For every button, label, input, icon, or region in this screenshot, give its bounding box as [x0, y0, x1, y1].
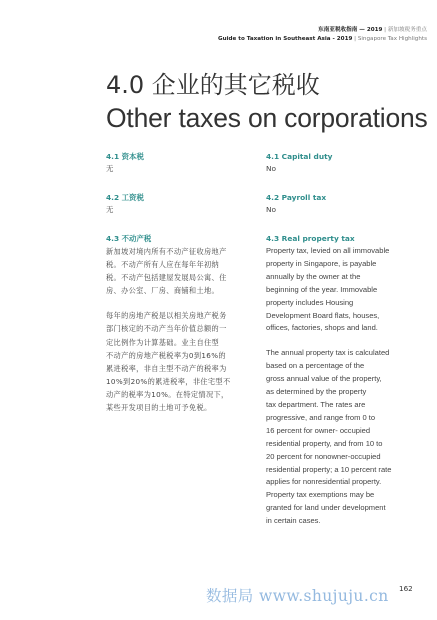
header-en-bold: Guide to Taxation in Southeast Asia - 2019	[218, 36, 353, 42]
text-line: 某些开发项目的土地可予免税。	[106, 403, 212, 413]
text-line: The annual property tax is calculated	[266, 348, 390, 358]
section-value-payroll-tax-cn: 无	[106, 205, 114, 214]
text-line: 16 percent for owner- occupied	[266, 425, 371, 435]
header-cn-light: | 新加坡税务重点	[382, 27, 427, 33]
text-line: residential property; a 10 percent rate	[266, 464, 392, 474]
text-line: 房、办公室、厂房、商铺和土地。	[106, 286, 220, 296]
section-heading-property-tax-cn: 4.3 不动产税	[106, 234, 152, 243]
text-line: gross annual value of the property,	[266, 374, 382, 384]
header-line-cn	[218, 26, 427, 35]
text-line: 税。不动产所有人应在每年年初纳	[106, 260, 220, 270]
text-line: Development Board flats, houses,	[266, 310, 380, 320]
header-cn-bold: 东南亚税收指南 — 2019	[318, 27, 383, 33]
text-line: Property tax, levied on all immovable	[266, 246, 390, 255]
text-line: 定比例作为计算基础。业主自住型	[106, 337, 220, 347]
property-tax-paragraph-2-cn	[106, 309, 256, 414]
text-line: 动产的税率为10%。在特定情况下，	[106, 389, 229, 399]
running-header	[218, 26, 427, 44]
text-line: 10%到20%的累进税率，非住宅型不	[106, 376, 231, 386]
page-title-cn: 4.0 企业的其它税收	[106, 71, 320, 99]
text-line: property in Singapore, is payable	[266, 258, 377, 268]
text-line: 不动产的房地产税税率为0到16%的	[106, 350, 226, 360]
text-line: 20 percent for nonowner-occupied	[266, 451, 381, 461]
chinese-column	[106, 151, 256, 414]
text-line: in certain cases.	[266, 516, 321, 526]
section-heading-payroll-tax: 4.2 Payroll tax	[266, 193, 327, 202]
section-heading-real-property-tax: 4.3 Real property tax	[266, 234, 355, 243]
section-value-capital-duty-cn: 无	[106, 164, 114, 173]
text-line: based on a percentage of the	[266, 361, 365, 371]
text-line: 新加坡对境内所有不动产征收房地产	[106, 247, 227, 256]
header-line-en	[218, 35, 427, 44]
english-column	[266, 151, 421, 528]
text-line: tax department. The rates are	[266, 399, 366, 409]
watermark: 数据局 www.shujuju.cn	[206, 587, 389, 605]
text-line: beginning of the year. Immovable	[266, 284, 378, 294]
section-heading-payroll-tax-cn: 4.2 工资税	[106, 193, 144, 202]
text-line: 税。不动产包括建屋发展局公寓、住	[106, 273, 227, 283]
page-title-en: Other taxes on corporations	[106, 103, 428, 133]
section-heading-capital-duty: 4.1 Capital duty	[266, 152, 333, 161]
text-line: as determined by the property	[266, 387, 367, 397]
text-line: applies for nonresidential property.	[266, 477, 382, 487]
text-line: 每年的房地产税是以相关房地产税务	[106, 311, 227, 321]
property-tax-paragraph-1-cn	[106, 245, 256, 297]
text-line: property includes Housing	[266, 297, 354, 307]
page-number: 162	[399, 584, 413, 593]
property-tax-paragraph-2	[266, 347, 421, 528]
text-line: 部门核定的不动产当年价值总额的一	[106, 324, 227, 334]
property-tax-paragraph-1	[266, 245, 421, 335]
text-line: Property tax exemptions may be	[266, 490, 375, 500]
header-en-light: | Singapore Tax Highlights	[352, 36, 427, 42]
text-line: offices, factories, shops and land.	[266, 323, 378, 333]
section-value-payroll-tax: No	[266, 205, 277, 214]
text-line: annually by the owner at the	[266, 271, 361, 281]
text-line: residential property, and from 10 to	[266, 438, 383, 448]
section-value-capital-duty: No	[266, 164, 277, 173]
section-heading-capital-duty-cn: 4.1 资本税	[106, 152, 144, 161]
text-line: progressive, and range from 0 to	[266, 412, 376, 422]
text-line: 累进税率，非自主型不动产的税率为	[106, 363, 227, 373]
text-line: granted for land under development	[266, 503, 386, 513]
